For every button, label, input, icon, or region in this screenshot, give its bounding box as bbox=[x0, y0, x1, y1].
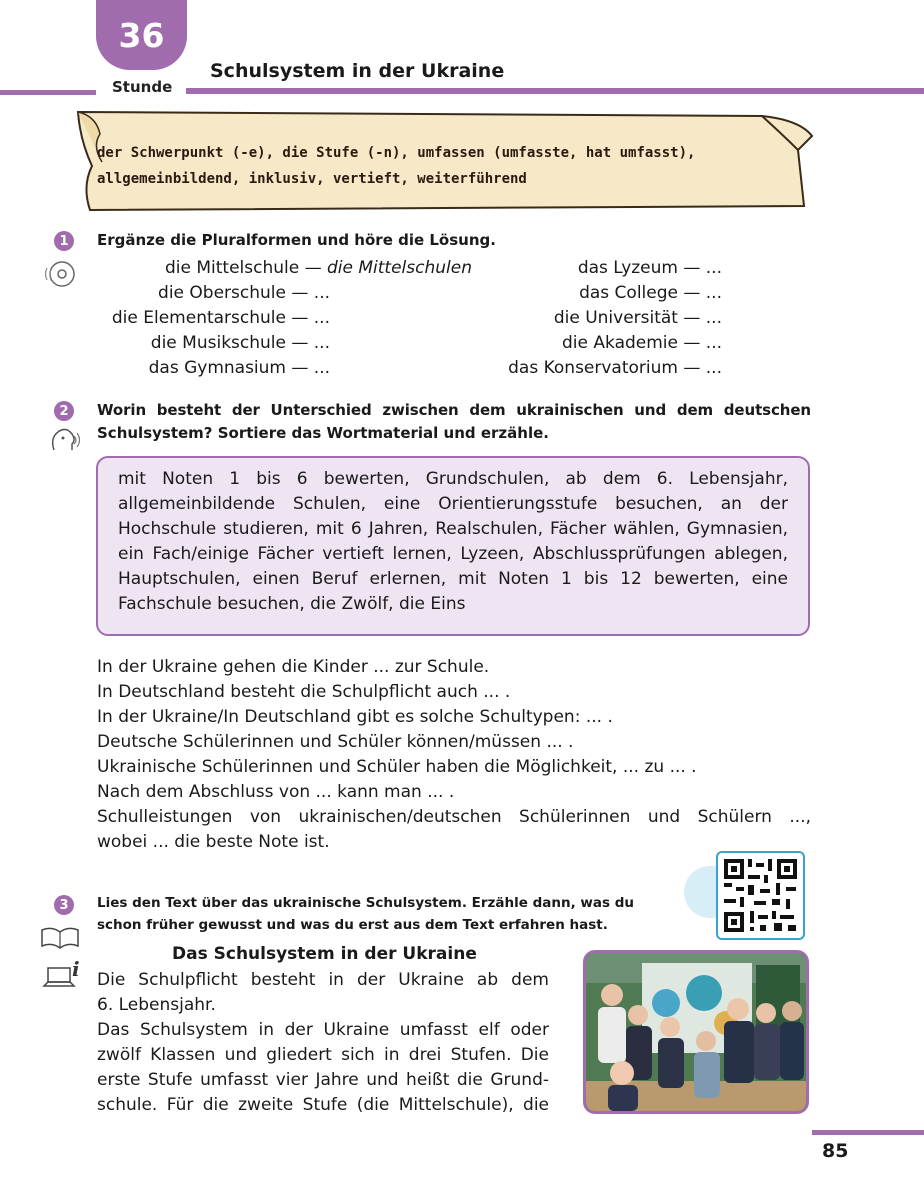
plural-item: die Akademie — ... bbox=[562, 333, 722, 353]
exercise-3-instruction: Lies den Text über das ukrainische Schulsystem. Erzähle dann, was du schon früher gewusst und was du erst aus dem Text erfahren hast. bbox=[97, 895, 635, 933]
schoolchildren-photo bbox=[583, 950, 809, 1114]
exercise-1-instruction: Ergänze die Pluralformen und höre die Lösung. bbox=[97, 231, 496, 249]
sentence-prompt: Deutsche Schülerinnen und Schüler können/müssen ... . bbox=[97, 732, 574, 752]
lesson-number: 36 bbox=[118, 15, 165, 55]
sentence-prompt: In der Ukraine gehen die Kinder ... zur Schule. bbox=[97, 657, 490, 677]
word-material-box: mit Noten 1 bis 6 bewerten, Grundschulen, ab dem 6. Lebensjahr, allgemeinbildende Schulen, eine Orientierungsstufe besuchen, an der Hochschule studieren, mit 6 Jahren, Realschulen, Fächer wählen, Gymnasien, ein Fach/einige Fächer vertieft lernen, Lyzeen, Abschlussprüfungen ablegen, Hauptschulen, einen Beruf erlernen, mit Noten 1 bis 12 bewerten, eine Fachschule besuchen, die Zwölf, die Eins bbox=[96, 456, 810, 636]
reading-text-line: 6. Lebensjahr. bbox=[97, 995, 216, 1015]
sentence-prompt: In der Ukraine/In Deutschland gibt es solche Schultypen: ... . bbox=[97, 707, 613, 727]
plural-item: die Universität — ... bbox=[553, 308, 722, 328]
plural-item: das Konservatorium — ... bbox=[508, 358, 722, 378]
plural-list-right bbox=[470, 256, 722, 381]
reading-text-line: zwölf Klassen und gliedert sich in drei Stufen. Die bbox=[97, 1045, 549, 1065]
vocabulary-line-1: der Schwerpunkt (-e), die Stufe (-n), umfassen (umfasste, hat umfasst), bbox=[97, 145, 696, 161]
qr-code-frame[interactable] bbox=[716, 851, 805, 940]
laptop-info-icon bbox=[42, 956, 86, 990]
exercise-2-instruction: Worin besteht der Unterschied zwischen dem ukrainischen und dem deutschen Schulsystem? Sortiere das Wortmaterial und erzähle. bbox=[97, 401, 811, 442]
footer-rule bbox=[812, 1130, 924, 1135]
sentence-prompts bbox=[97, 655, 811, 855]
plural-item: das Gymnasium — ... bbox=[148, 358, 330, 378]
cd-audio-icon[interactable] bbox=[42, 258, 80, 292]
plural-item: die Musikschule — ... bbox=[150, 333, 330, 353]
sentence-prompt: Ukrainische Schülerinnen und Schüler haben die Möglichkeit, ... zu ... . bbox=[97, 757, 697, 777]
classroom-illustration bbox=[586, 953, 806, 1111]
reading-text-line: Die Schulpflicht besteht in der Ukraine ab dem bbox=[97, 970, 549, 990]
exercise-1-number: 1 bbox=[54, 231, 74, 251]
vocabulary-list bbox=[97, 140, 737, 192]
sentence-prompt: Nach dem Abschluss von ... kann man ... . bbox=[97, 782, 455, 802]
plural-answer-example: die Mittelschulen bbox=[327, 258, 472, 278]
plural-item: die Mittelschule — die Mittelschulen bbox=[164, 258, 472, 278]
plural-list-left bbox=[96, 256, 472, 381]
plural-item: die Oberschule — ... bbox=[158, 283, 330, 303]
reading-text-title: Das Schulsystem in der Ukraine bbox=[172, 944, 477, 964]
plural-item: das Lyzeum — ... bbox=[577, 258, 722, 278]
reading-text-line: Das Schulsystem in der Ukraine umfasst elf oder bbox=[97, 1020, 549, 1040]
qr-code-icon[interactable] bbox=[720, 855, 801, 936]
speaking-head-icon bbox=[46, 424, 82, 456]
lesson-number-tab bbox=[96, 0, 187, 70]
info-letter: i bbox=[72, 957, 80, 981]
open-book-icon bbox=[38, 922, 82, 950]
exercise-2-number: 2 bbox=[54, 401, 74, 421]
plural-item: das College — ... bbox=[579, 283, 722, 303]
reading-text-line: erste Stufe umfasst vier Jahre und heißt die Grund- bbox=[97, 1070, 549, 1090]
lesson-word: Stunde bbox=[112, 78, 173, 96]
exercise-3-number: 3 bbox=[54, 895, 74, 915]
sentence-prompt: wobei ... die beste Note ist. bbox=[97, 832, 330, 852]
page-number: 85 bbox=[822, 1140, 849, 1162]
page-title: Schulsystem in der Ukraine bbox=[210, 60, 505, 82]
header-rule-right bbox=[186, 88, 924, 94]
sentence-prompt: In Deutschland besteht die Schulpflicht auch ... . bbox=[97, 682, 511, 702]
header-rule-left bbox=[0, 90, 96, 95]
vocabulary-line-2: allgemeinbildend, inklusiv, vertieft, weiterführend bbox=[97, 171, 527, 187]
plural-item: die Elementarschule — ... bbox=[111, 308, 330, 328]
reading-text-line: schule. Für die zweite Stufe (die Mittelschule), die bbox=[97, 1095, 549, 1115]
sentence-prompt: Schulleistungen von ukrainischen/deutschen Schülerinnen und Schülern ..., bbox=[97, 807, 811, 827]
reading-text-body bbox=[97, 968, 549, 1118]
